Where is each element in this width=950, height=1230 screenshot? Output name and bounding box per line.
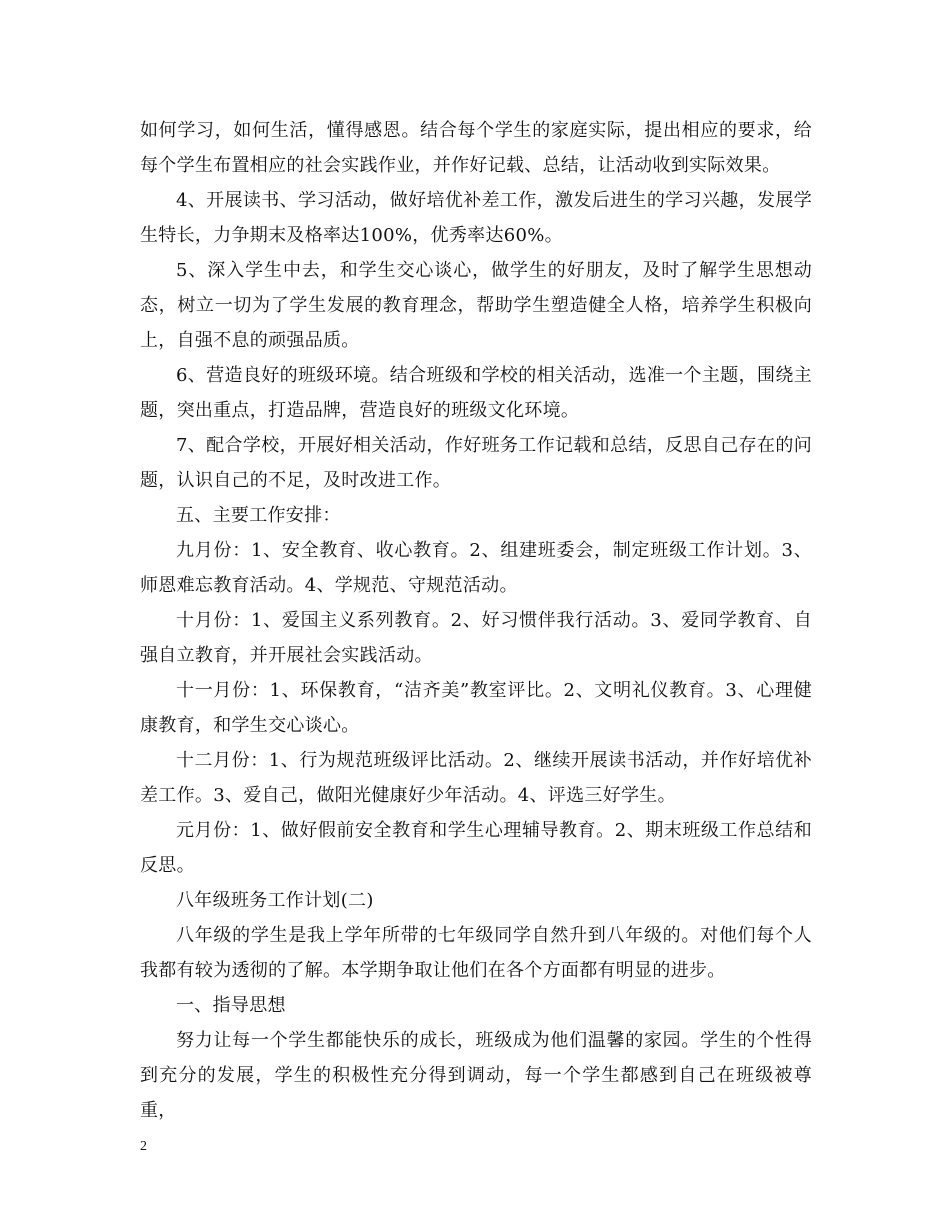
paragraph-january: 元月份：1、做好假前安全教育和学生心理辅导教育。2、期末班级工作总结和反思。 — [140, 820, 812, 876]
paragraph-october: 十月份：1、爱国主义系列教育。2、好习惯伴我行活动。3、爱同学教育、自强自立教育，并开展社会实践活动。 — [140, 610, 812, 666]
paragraph-september: 九月份：1、安全教育、收心教育。2、组建班委会，制定班级工作计划。3、师恩难忘教育活动。4、学规范、守规范活动。 — [140, 540, 812, 596]
paragraph-guiding-thought: 努力让每一个学生都能快乐的成长，班级成为他们温馨的家园。学生的个性得到充分的发展，学生的积极性充分得到调动，每一个学生都感到自己在班级被尊重， — [140, 1030, 812, 1121]
document-body — [140, 113, 812, 1128]
paragraph-november: 十一月份：1、环保教育，“洁齐美”教室评比。2、文明礼仪教育。3、心理健康教育，和学生交心谈心。 — [140, 680, 812, 736]
document-subtitle: 八年级班务工作计划(二) — [176, 890, 374, 911]
paragraph-item-5: 5、深入学生中去，和学生交心谈心，做学生的好朋友，及时了解学生思想动态，树立一切为了学生发展的教育理念，帮助学生塑造健全人格，培养学生积极向上，自强不息的顽强品质。 — [140, 260, 812, 351]
paragraph-intro: 八年级的学生是我上学年所带的七年级同学自然升到八年级的。对他们每个人我都有较为透彻的了解。本学期争取让他们在各个方面都有明显的进步。 — [140, 925, 812, 981]
paragraph-item-7: 7、配合学校，开展好相关活动，作好班务工作记载和总结，反思自己存在的问题，认识自己的不足，及时改进工作。 — [140, 435, 812, 491]
paragraph-continuation: 如何学习，如何生活，懂得感恩。结合每个学生的家庭实际，提出相应的要求，给每个学生布置相应的社会实践作业，并作好记载、总结，让活动收到实际效果。 — [140, 120, 812, 176]
paragraph-item-4: 4、开展读书、学习活动，做好培优补差工作，激发后进生的学习兴趣，发展学生特长，力争期末及格率达100%，优秀率达60%。 — [140, 190, 812, 246]
paragraph-december: 十二月份：1、行为规范班级评比活动。2、继续开展读书活动，并作好培优补差工作。3、爱自己，做阳光健康好少年活动。4、评选三好学生。 — [140, 750, 812, 806]
page-number: 2 — [140, 1139, 147, 1154]
section-heading-schedule: 五、主要工作安排： — [176, 505, 341, 526]
paragraph-item-6: 6、营造良好的班级环境。结合班级和学校的相关活动，选准一个主题，围绕主题，突出重点，打造品牌，营造良好的班级文化环境。 — [140, 365, 812, 421]
section-heading-guiding-thought: 一、指导思想 — [176, 995, 286, 1016]
